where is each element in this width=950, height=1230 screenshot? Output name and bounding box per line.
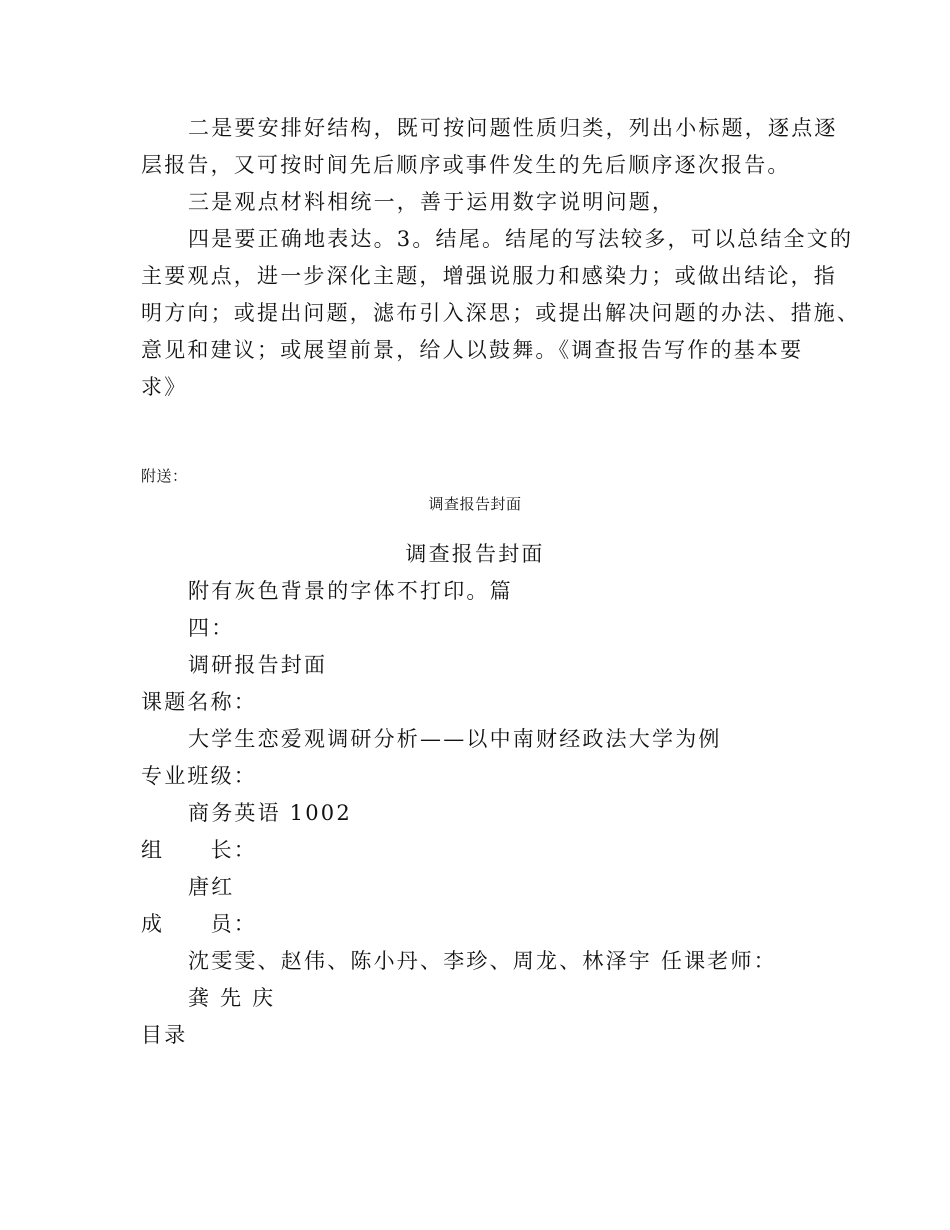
paragraph-line: 求》 [141, 375, 188, 399]
paragraph-line: 主要观点，进一步深化主题，增强说服力和感染力；或做出结论，指 [141, 264, 837, 288]
appendix-label: 附送： [141, 467, 188, 485]
paragraph-line: 明方向；或提出问题，滤布引入深思；或提出解决问题的办法、措施、 [141, 301, 861, 325]
appendix-chapter: 四： [188, 616, 235, 640]
toc-label: 目录 [141, 1023, 188, 1047]
paragraph-line: 二是要安排好结构，既可按问题性质归类，列出小标题，逐点逐 [188, 116, 838, 140]
leader-value: 唐红 [188, 875, 235, 899]
members-label: 成 员： [141, 912, 257, 936]
paragraph-line: 层报告，又可按时间先后顺序或事件发生的先后顺序逐次报告。 [141, 153, 791, 177]
topic-value: 大学生恋爱观调研分析——以中南财经政法大学为例 [188, 727, 722, 751]
paragraph-line: 三是观点材料相统一，善于运用数字说明问题， [188, 190, 676, 214]
appendix-note: 附有灰色背景的字体不打印。篇 [188, 579, 513, 603]
paragraph-line: 四是要正确地表达。3。结尾。结尾的写法较多，可以总结全文的 [188, 227, 854, 251]
teacher-value: 龚 先 庆 [188, 986, 276, 1010]
leader-label: 组 长： [141, 838, 257, 862]
class-value: 商务英语 1002 [188, 801, 352, 825]
cover-title: 调研报告封面 [188, 653, 328, 677]
appendix-small-title: 调查报告封面 [428, 495, 522, 513]
members-value: 沈雯雯、赵伟、陈小丹、李珍、周龙、林泽宇 任课老师： [188, 949, 777, 973]
paragraph-line: 意见和建议；或展望前景，给人以鼓舞。《调查报告写作的基本要 [141, 338, 804, 362]
appendix-title: 调查报告封面 [405, 542, 545, 566]
topic-label: 课题名称： [141, 690, 257, 714]
class-label: 专业班级： [141, 764, 257, 788]
